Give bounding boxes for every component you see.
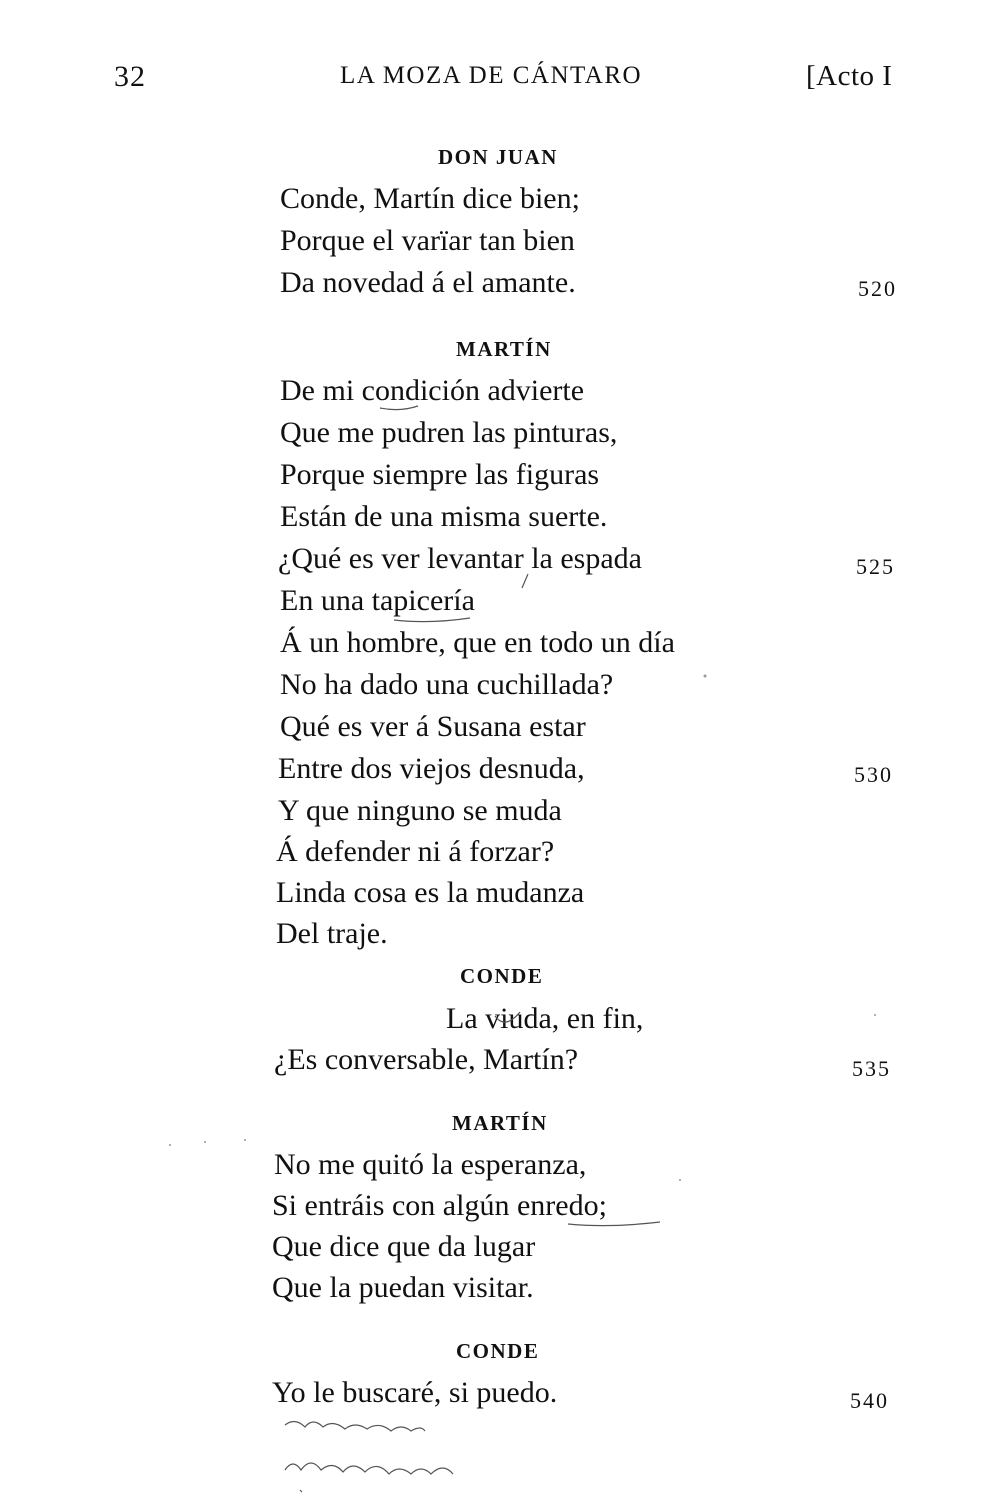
verse-line: Linda cosa es la mudanza — [276, 876, 585, 909]
page-number: 32 — [114, 60, 146, 93]
verse-line: Yo le buscaré, si puedo. — [272, 1376, 558, 1409]
speaker-name: CONDE — [460, 964, 544, 988]
line-number: 530 — [854, 762, 893, 787]
dot-mark — [300, 1490, 302, 1492]
line-number: 535 — [852, 1056, 891, 1081]
verse-line: En una tapicería — [280, 584, 475, 617]
verse-line: Del traje. — [276, 917, 388, 950]
line-number: 540 — [850, 1388, 889, 1413]
speaker-name: MARTÍN — [456, 337, 552, 361]
act-label: [Acto I — [806, 60, 893, 92]
underline-mark — [394, 618, 470, 622]
verse-line: Están de una misma suerte. — [280, 500, 608, 533]
verse-line: ¿Es conversable, Martín? — [274, 1043, 579, 1076]
handwriting-scribble — [285, 1421, 425, 1431]
verse-line: Que dice que da lugar — [272, 1230, 536, 1263]
verse-line: Si entráis con algún enredo; — [272, 1189, 607, 1222]
verse-line: Á un hombre, que en todo un día — [280, 626, 675, 659]
verse-line: Y que ninguno se muda — [278, 794, 562, 827]
handwriting-scribble — [285, 1463, 453, 1474]
verse-line: Que la puedan visitar. — [272, 1271, 534, 1304]
verse-line: Conde, Martín dice bien; — [280, 182, 580, 215]
speaker-name: CONDE — [456, 1339, 540, 1363]
line-number: 525 — [856, 554, 895, 579]
verse-line: Da novedad á el amante. — [280, 266, 576, 299]
line-number: 520 — [858, 276, 897, 301]
verse-line: ¿Qué es ver levantar la espada — [278, 542, 642, 575]
verse-line: Entre dos viejos desnuda, — [278, 752, 585, 785]
verse-line: Que me pudren las pinturas, — [280, 416, 618, 449]
correction-mark — [495, 1012, 520, 1022]
verse-line: Porque el varïar tan bien — [280, 224, 575, 257]
speaker-name: MARTÍN — [452, 1111, 548, 1135]
underline-mark — [380, 406, 418, 410]
speaker-name: DON JUAN — [438, 145, 558, 169]
verse-line: Qué es ver á Susana estar — [280, 710, 586, 743]
verse-line: Porque siempre las figuras — [280, 458, 600, 491]
underline-mark — [568, 1222, 660, 1226]
verse-line: Á defender ni á forzar? — [276, 835, 555, 868]
verse-line: No me quitó la esperanza, — [274, 1148, 587, 1181]
speckles — [169, 675, 876, 1182]
verse-line: De mi condición advierte — [280, 374, 585, 407]
tick-mark — [522, 574, 528, 588]
verse-line: La viuda, en fin, — [446, 1002, 644, 1035]
verse-line: No ha dado una cuchillada? — [280, 668, 614, 701]
book-title: LA MOZA DE CÁNTARO — [340, 62, 643, 89]
